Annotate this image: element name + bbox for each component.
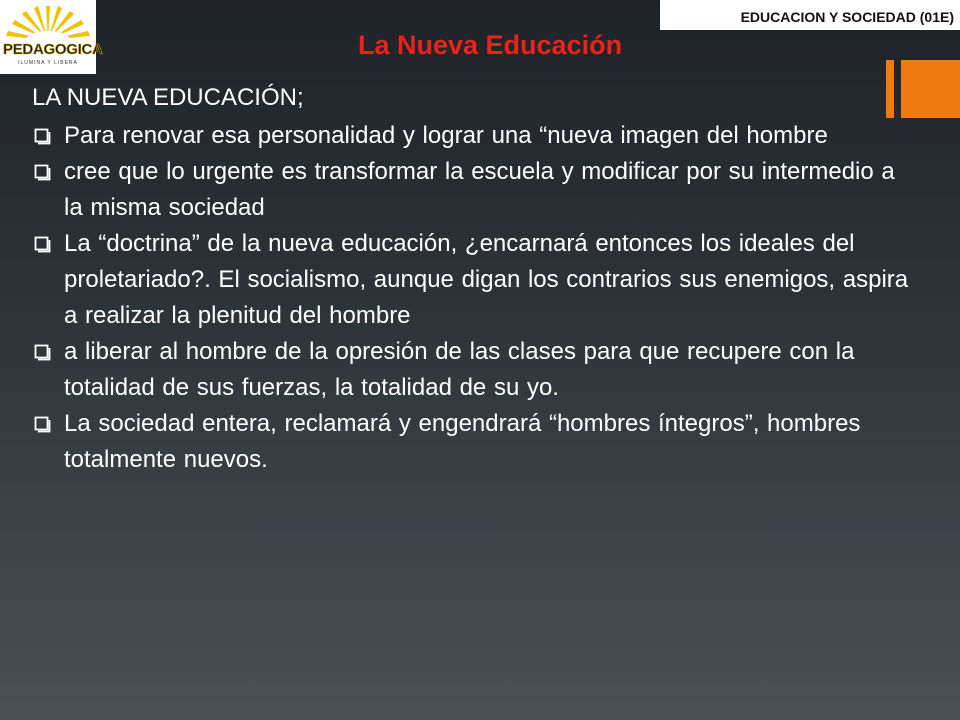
list-item <box>34 406 920 478</box>
checkbox-bullet-icon <box>34 416 51 433</box>
accent-bar-thick <box>901 60 960 118</box>
list-item <box>34 154 920 226</box>
checkbox-bullet-icon <box>34 344 51 361</box>
bullet-list <box>34 118 920 478</box>
checkbox-bullet-icon <box>34 236 51 253</box>
bullet-text: cree que lo urgente es transformar la escuela y modificar por su intermedio a la misma sociedad <box>64 158 895 221</box>
logo-wordmark: PEDAGOGICA <box>3 41 103 58</box>
logo-tagline: ILUMINA Y LIBERA <box>18 60 78 66</box>
section-heading: LA NUEVA EDUCACIÓN; <box>32 84 304 111</box>
bullet-text: Para renovar esa personalidad y lograr una “nueva imagen del hombre <box>64 122 828 149</box>
list-item <box>34 334 920 406</box>
course-tag-label: EDUCACION Y SOCIEDAD (01E) <box>740 9 954 25</box>
course-tag <box>660 0 960 30</box>
bullet-text: a liberar al hombre de la opresión de las clases para que recupere con la totalidad de sus fuerzas, la totalidad de su yo. <box>64 338 855 401</box>
bullet-text: La “doctrina” de la nueva educación, ¿encarnará entonces los ideales del proletariado?. El socialismo, aunque digan los contrarios sus enemigos, aspira a realizar la plenitud del hombre <box>64 230 909 329</box>
bullet-text: La sociedad entera, reclamará y engendrará “hombres íntegros”, hombres totalmente nuevos. <box>64 410 861 473</box>
list-item <box>34 118 920 154</box>
logo <box>0 0 103 74</box>
list-item <box>34 226 920 334</box>
slide-title: La Nueva Educación <box>358 30 623 60</box>
checkbox-bullet-icon <box>34 128 51 145</box>
accent-bar-thin <box>886 60 894 118</box>
checkbox-bullet-icon <box>34 164 51 181</box>
